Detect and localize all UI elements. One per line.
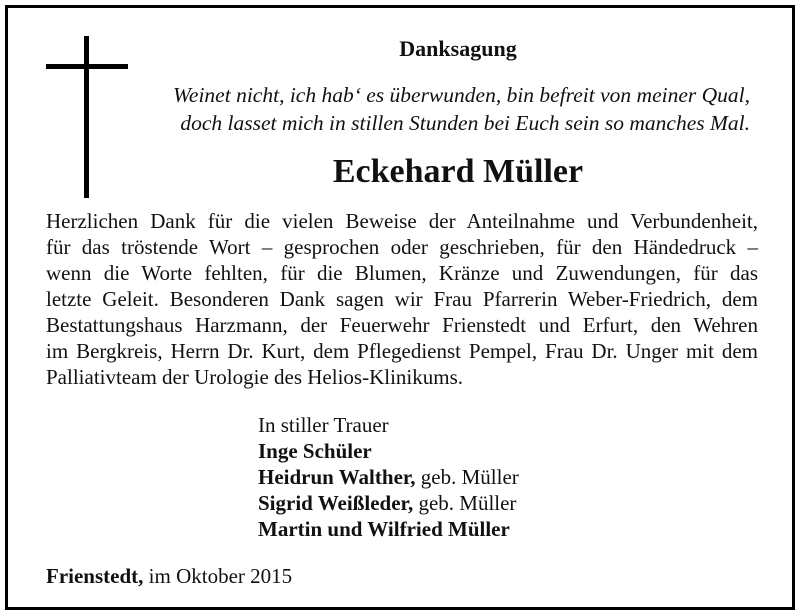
body-line-6: im Bergkreis, Herrn Dr. Kurt, dem Pflegedienst Pempel, Frau Dr. Unger mit dem <box>46 339 758 363</box>
body-line-5: Bestattungshaus Harzmann, der Feuerwehr Frienstedt und Erfurt, den Wehren <box>46 313 758 337</box>
cross-horizontal-bar <box>46 64 128 69</box>
heading: Danksagung <box>399 36 517 61</box>
body-line-1: Herzlichen Dank für die vielen Beweise der Anteilnahme und Verbundenheit, <box>46 209 758 233</box>
mourner-name: Inge Schüler <box>258 439 372 463</box>
mourning-intro: In stiller Trauer <box>258 413 389 437</box>
cross-vertical-bar <box>84 36 89 198</box>
body-line-3: wenn die Worte fehlten, für die Blumen, Kränze und Zuwendungen, für das <box>46 261 758 285</box>
mourner-name: Martin und Wilfried Müller <box>258 517 510 541</box>
date: im Oktober 2015 <box>143 564 293 588</box>
mourner-name: Heidrun Walther, <box>258 465 416 489</box>
mourner-3 <box>258 490 516 516</box>
body-line-7: Palliativteam der Urologie des Helios-Klinikums. <box>46 365 464 389</box>
mourner-1 <box>258 438 372 464</box>
place: Frienstedt, <box>46 564 144 588</box>
mourner-4 <box>258 516 510 542</box>
mourner-2 <box>258 464 519 490</box>
place-date <box>46 564 292 589</box>
mourner-name: Sigrid Weißleder, <box>258 491 414 515</box>
obituary-frame <box>5 5 795 610</box>
body-line-4: letzte Geleit. Besonderen Dank sagen wir Frau Pfarrerin Weber-Friedrich, dem <box>46 287 758 311</box>
deceased-name: Eckehard Müller <box>332 153 584 190</box>
body-line-2: für das tröstende Wort – gesprochen oder geschrieben, für den Händedruck – <box>46 235 758 259</box>
verse-line-1: Weinet nicht, ich hab‘ es überwunden, bin befreit von meiner Qual, <box>172 83 750 107</box>
verse-line-2: doch lasset mich in stillen Stunden bei Euch sein so manches Mal. <box>180 111 750 135</box>
mourner-note: geb. Müller <box>413 491 517 515</box>
mourner-note: geb. Müller <box>415 465 519 489</box>
